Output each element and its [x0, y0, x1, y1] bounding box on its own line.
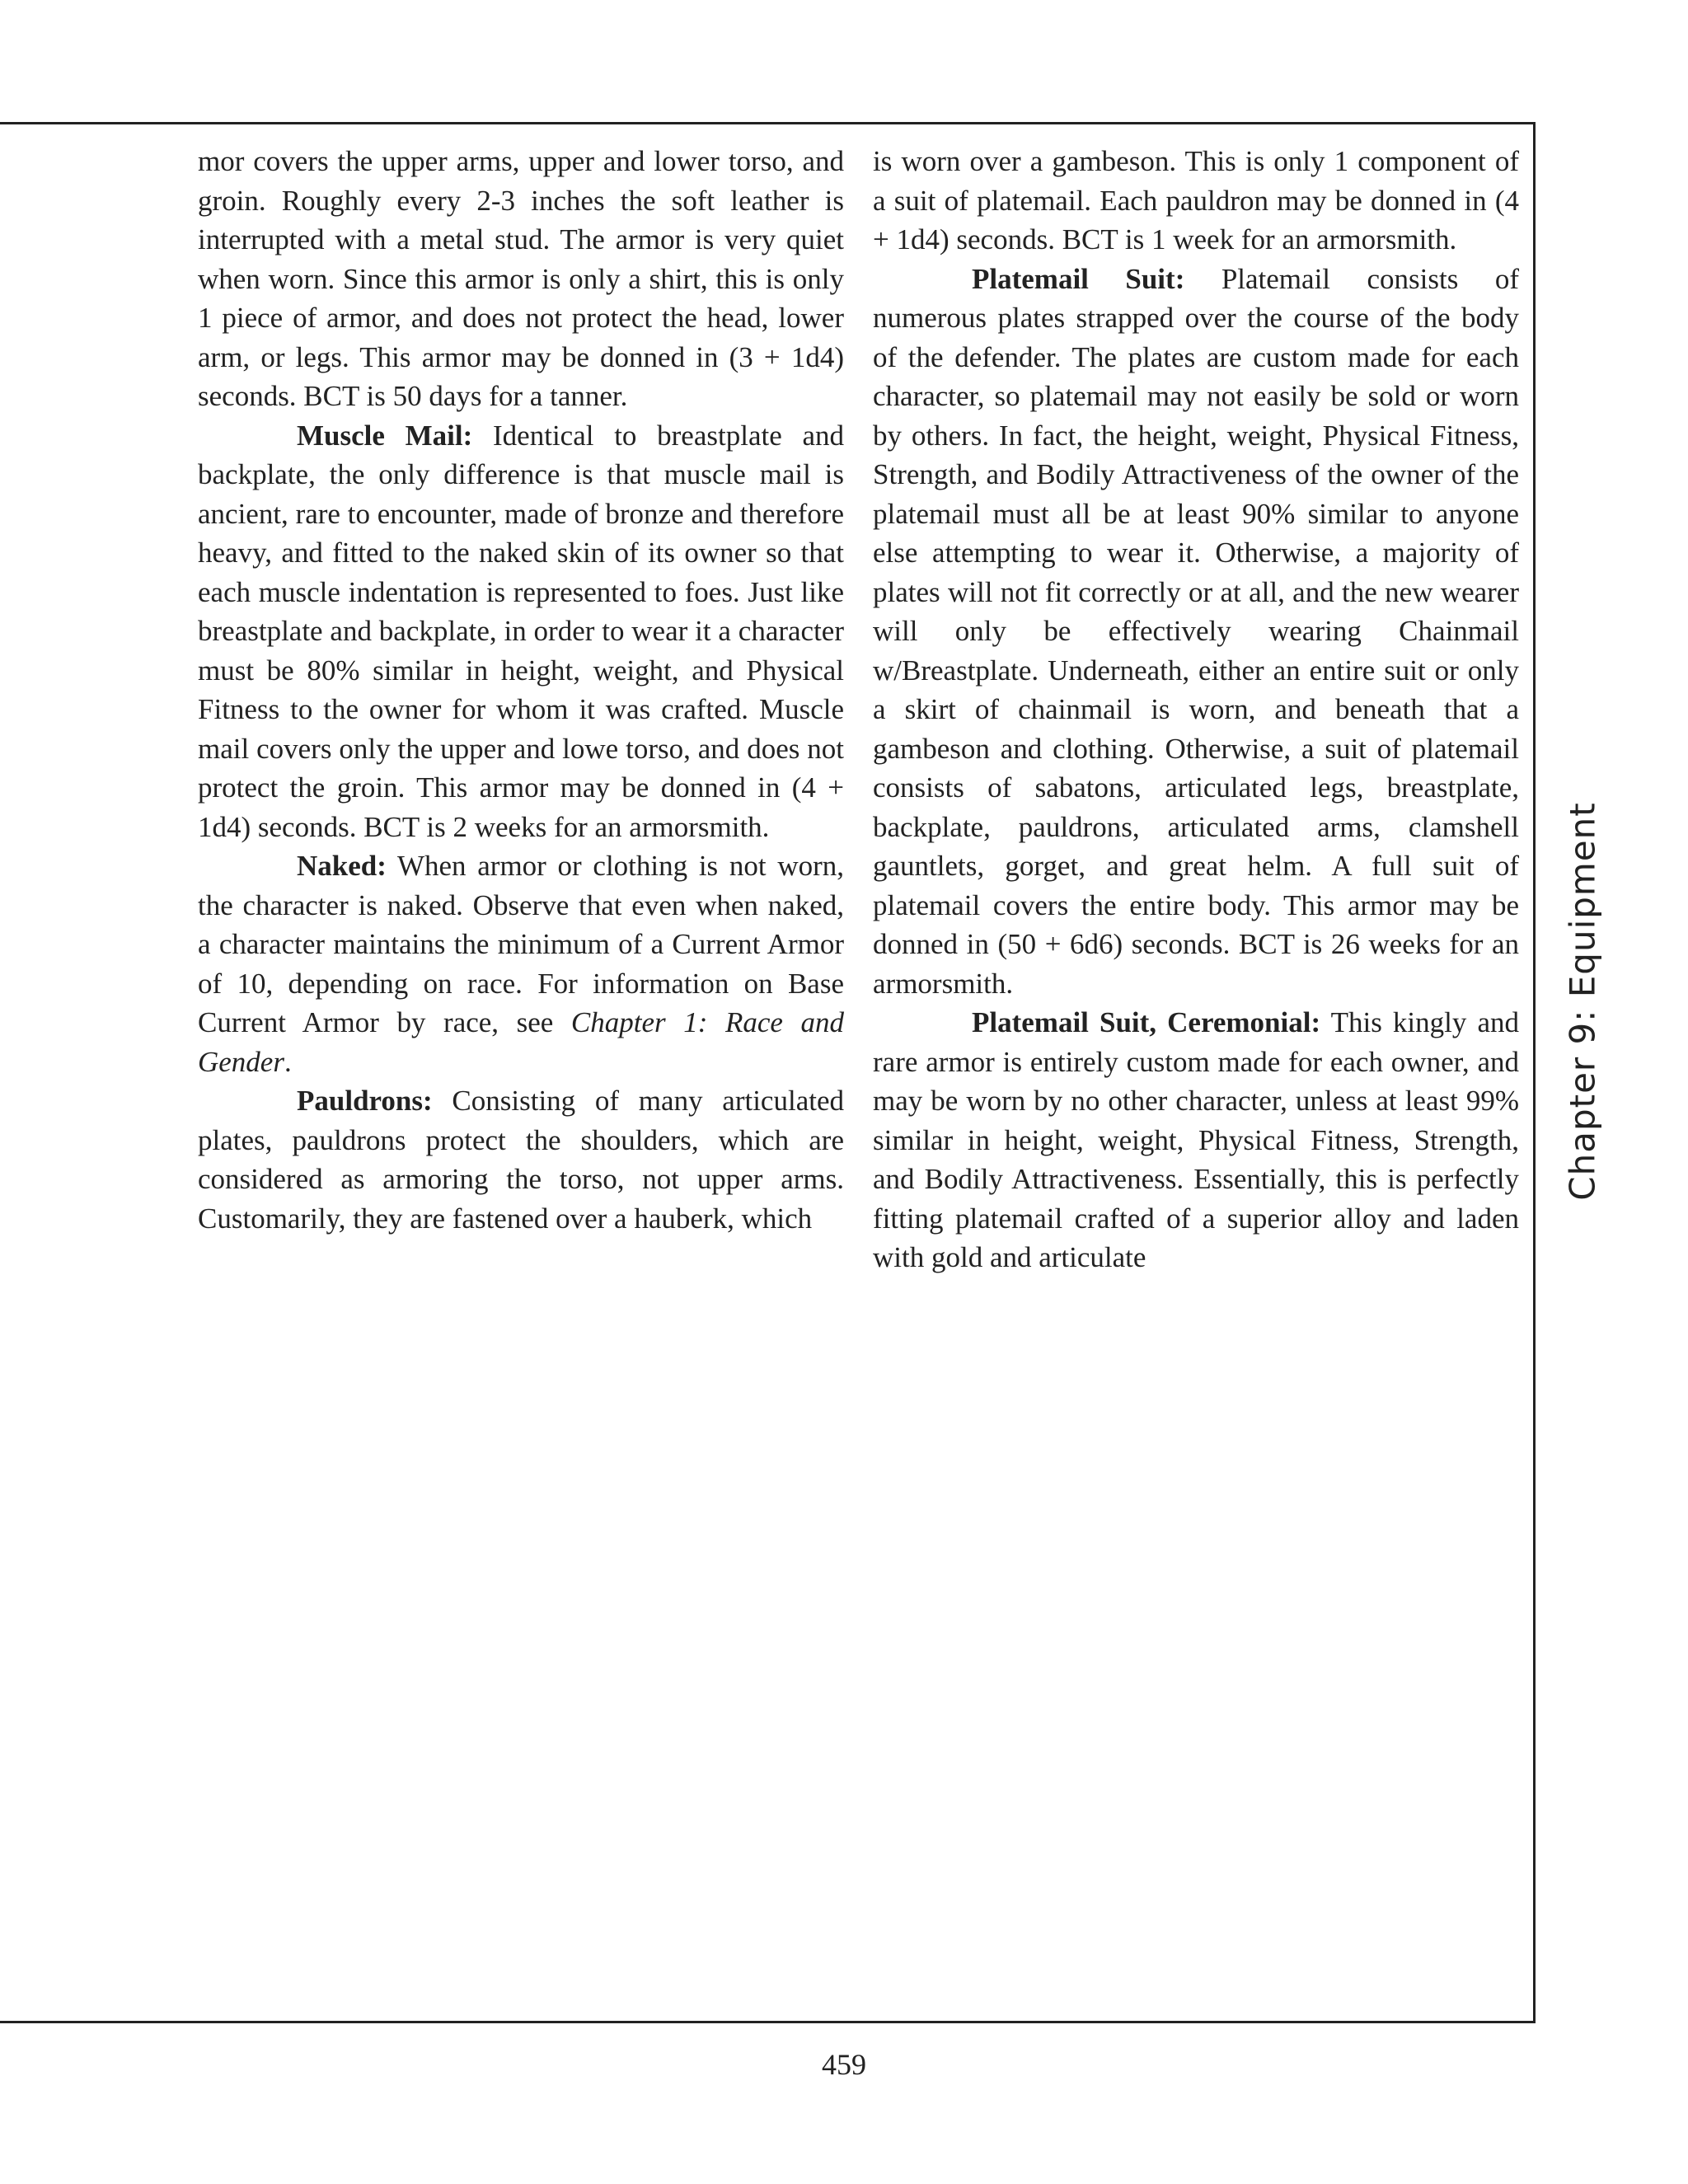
platemail-ceremonial-text: This kingly and rare armor is entirely custom made for each owner, and may be worn by no other character, unless at least 99% similar in height, weight, Physical Fitness, Strength, and Bodily Attractiveness. Essentially, this is perfectly fitting platemail crafted of a superior alloy and laden with gold and articulate	[873, 1006, 1519, 1273]
naked-term: Naked:	[297, 850, 387, 882]
pauldrons-continued-paragraph: is worn over a gambeson. This is only 1 component of a suit of platemail. Each pauldron may be donned in (4 + 1d4) seconds. BCT is 1 week for an armorsmith.	[873, 145, 1519, 255]
platemail-ceremonial-entry	[873, 1003, 1519, 1277]
muscle-mail-text: Identical to breastplate and backplate, the only difference is that muscle mail is ancient, rare to encounter, made of bronze and therefore heavy, and fitted to the naked skin of its owner so that each muscle indentation is represented to foes. Just like breastplate and backplate, in order to wear it a character must be 80% similar in height, weight, and Physical Fitness to the owner for whom it was crafted. Muscle mail covers only the upper and lowe torso, and does not protect the groin. This armor may be donned in (4 + 1d4) seconds. BCT is 2 weeks for an armorsmith.	[198, 419, 844, 843]
platemail-suit-term: Platemail Suit:	[972, 262, 1185, 295]
pauldrons-entry	[198, 1081, 844, 1238]
platemail-ceremonial-term: Platemail Suit, Ceremonial:	[972, 1006, 1321, 1038]
chapter-side-tab: Chapter 9: Equipment	[1562, 802, 1603, 1201]
platemail-suit-text: Platemail consists of numerous plates strapped over the course of the body of the defender. The plates are custom made for each character, so platemail may not easily be sold or worn by others. In fact, the height, weight, Physical Fitness, Strength, and Bodily Attractiveness of the owner of the platemail must all be at least 90% similar to anyone else attempting to wear it. Otherwise, a majority of plates will not fit correctly or at all, and the new wearer will only be effectively wearing Chainmail w/Breastplate. Underneath, either an entire suit or only a skirt of chainmail is worn, and beneath that a gambeson and clothing. Otherwise, a suit of platemail consists of sabatons, articulated legs, breastplate, backplate, pauldrons, articulated arms, clamshell gauntlets, gorget, and great helm. A full suit of platemail covers the entire body. This armor may be donned in (50 + 6d6) seconds. BCT is 26 weeks for an armorsmith.	[873, 262, 1519, 1000]
muscle-mail-term: Muscle Mail:	[297, 419, 473, 452]
leather-armor-continued-paragraph: mor covers the upper arms, upper and lower torso, and groin. Roughly every 2-3 inches the soft leather is interrupted with a metal stud. The armor is very quiet when worn. Since this armor is only a shirt, this is only 1 piece of armor, and does not protect the head, lower arm, or legs. This armor may be donned in (3 + 1d4) seconds. BCT is 50 days for a tanner.	[198, 145, 844, 412]
platemail-suit-entry	[873, 260, 1519, 1004]
naked-text-end: .	[284, 1045, 292, 1078]
muscle-mail-entry	[198, 416, 844, 847]
page-number: 459	[822, 2048, 866, 2081]
left-column	[198, 142, 844, 1238]
pauldrons-text: Consisting of many articulated plates, pauldrons protect the shoulders, which are considered as armoring the torso, not upper arms. Customarily, they are fastened over a hauberk, which	[198, 1085, 844, 1235]
naked-entry	[198, 846, 844, 1081]
right-column	[873, 142, 1519, 1277]
naked-text: When armor or clothing is not worn, the character is naked. Observe that even when naked, a character maintains the minimum of a Current Armor of 10, depending on race. For information on Base Current Armor by race, see	[198, 850, 844, 1038]
pauldrons-term: Pauldrons:	[297, 1085, 433, 1117]
chapter-reference: Chapter 1: Race and Gender	[198, 1006, 845, 1078]
